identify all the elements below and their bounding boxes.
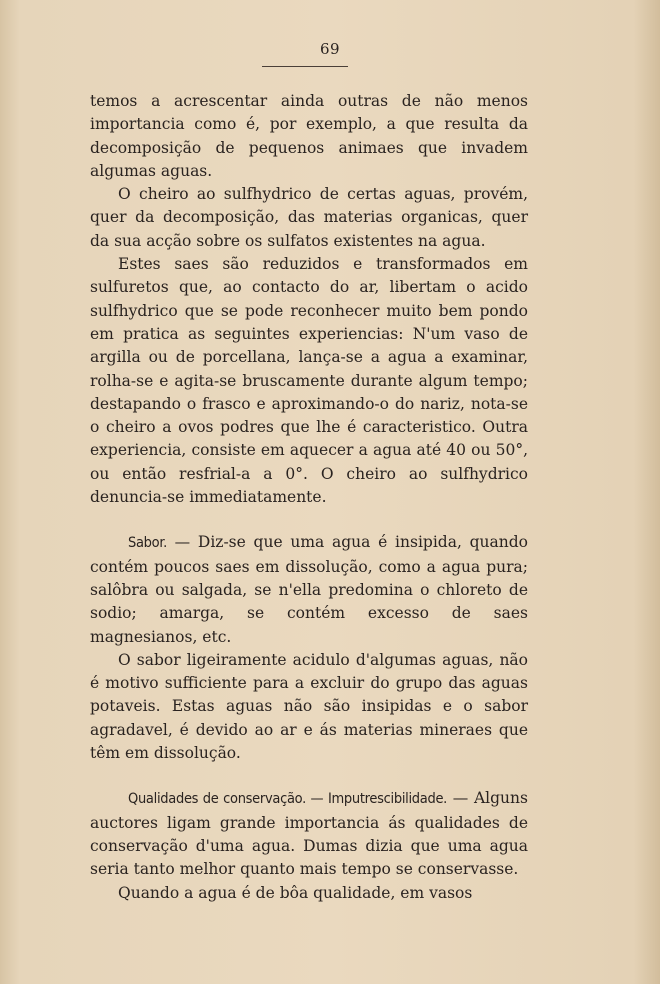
section-conservacao <box>90 787 528 881</box>
paragraph: O sabor ligeiramente acidulo d'algumas aguas, não é motivo sufficiente para a excluir do grupo das aguas potaveis. Estas aguas não são insipidas e o sabor agradavel, é devido ao ar e ás materias mineraes que têm em dissolução. <box>90 650 528 763</box>
body-text <box>90 90 528 905</box>
section-sabor <box>90 531 528 648</box>
paragraph-text: — Alguns auctores ligam grande importancia ás qualidades de conservação d'uma agua. Dumas dizia que uma agua seria tanto melhor quanto mais tempo se conservasse. <box>90 789 528 879</box>
paragraph: temos a acrescentar ainda outras de não menos importancia como é, por exemplo, a que resulta da decomposição de pequenos animaes que invadem algumas aguas. <box>90 92 528 180</box>
header-rule <box>262 66 348 67</box>
paragraph-text: — Diz-se que uma agua é insipida, quando contém poucos saes em dissolução, como a agua pura; salôbra ou salgada, se n'ella predomina o chloreto de sodio; amarga, se contém excesso de saes magnesianos, etc. <box>90 533 528 646</box>
section-heading: Sabor. <box>128 535 167 552</box>
paragraph: Quando a agua é de bôa qualidade, em vasos <box>118 883 473 902</box>
paragraph: O cheiro ao sulfhydrico de certas aguas, provém, quer da decomposição, das materias organicas, quer da sua acção sobre os sulfatos existentes na agua. <box>90 185 528 250</box>
page-number: 69 <box>319 40 341 58</box>
section-heading: Qualidades de conservação. — Imputrescibilidade. <box>128 791 448 808</box>
paragraph: Estes saes são reduzidos e transformados em sulfuretos que, ao contacto do ar, libertam o acido sulfhydrico que se pode reconhecer muito bem pondo em pratica as seguintes experiencias: N'um vaso de argilla ou de porcellana, lança-se a agua a examinar, rolha-se e agita-se bruscamente durante algum tempo; destapando o frasco e aproximando-o do nariz, nota-se o cheiro a ovos podres que lhe é caracteristico. Outra experiencia, consiste em aquecer a agua até 40 ou 50°, ou então resfrial-a a 0°. O cheiro ao sulfhydrico denuncia-se immediatamente. <box>90 255 528 507</box>
